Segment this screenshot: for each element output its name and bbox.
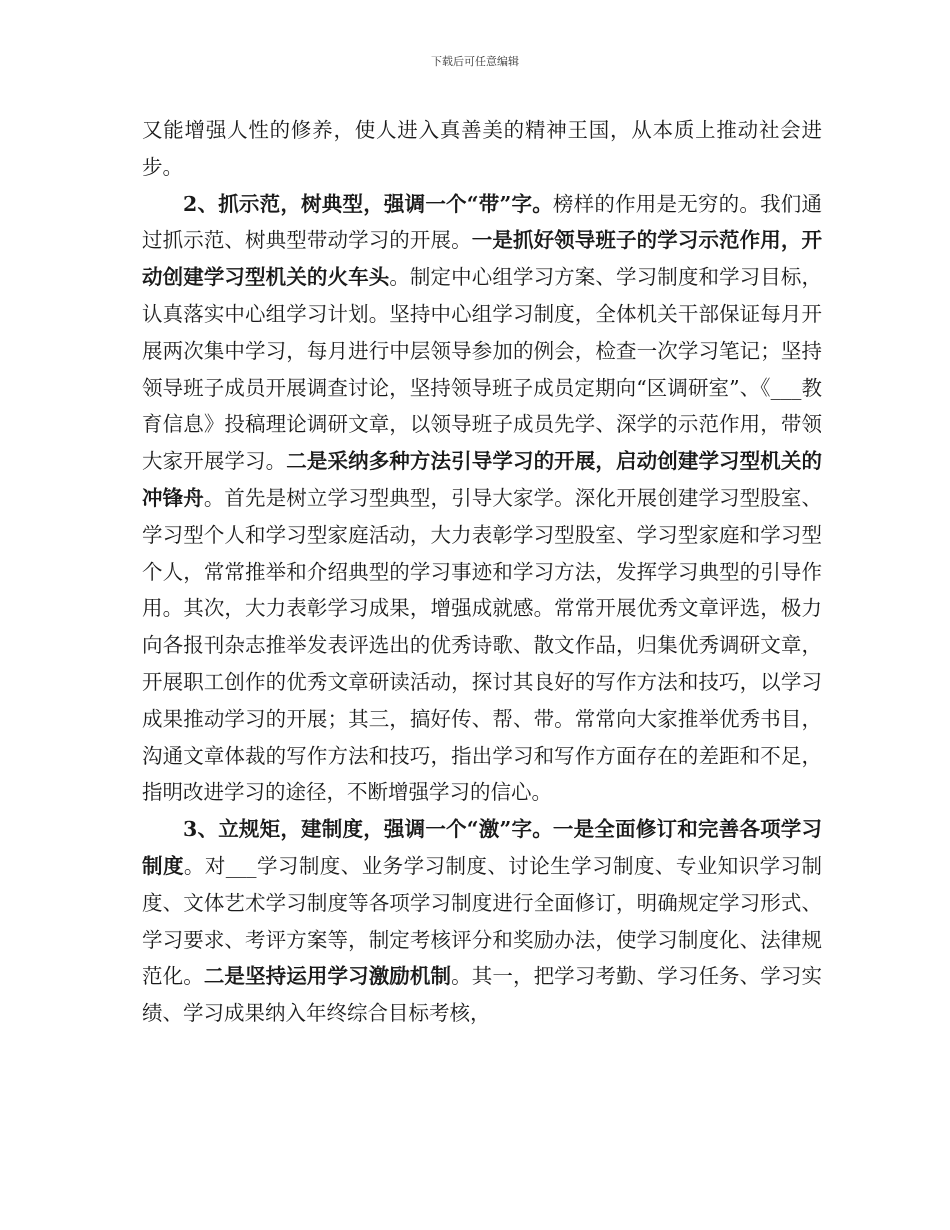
- bold-text-run: 一是全面修订和完善各项学习制度: [142, 817, 822, 878]
- bold-text-run: 二是坚持运用学习激励机制: [203, 964, 452, 989]
- text-run: 又能增强人性的修养，使人进入真善美的精神王国，从本质上推动社会进步。: [142, 118, 822, 179]
- paragraph-continuation: [142, 112, 822, 186]
- paragraph-section-2: [142, 186, 822, 812]
- text-run: 。首先是树立学习型典型，引导大家学。深化开展创建学习型股室、学习型个人和学习型家庭活动，大力表彰学习型股室、学习型家庭和学习型个人，常常推举和介绍典型的学习事迹和学习方法，发挥学习典型的引导作用。其次，大力表彰学习成果，增强成就感。常常开展优秀文章评选，极力向各报刊杂志推举发表评选出的优秀诗歌、散文作品，归集优秀调研文章，开展职工创作的优秀文章研读活动，探讨其良好的写作方法和技巧，以学习成果推动学习的开展；其三，搞好传、帮、带。常常向大家推举优秀书目，沟通文章体裁的写作方法和技巧，指出学习和写作方面存在的差距和不足，指明改进学习的途径，不断增强学习的信心。: [142, 485, 822, 805]
- document-body: [142, 112, 822, 1032]
- bold-text-run: 二是采纳多种方法引导学习的开展，启动创建学习型机关的冲锋舟: [142, 449, 822, 510]
- text-run: 。对___学习制度、业务学习制度、讨论生学习制度、专业知识学习制度、文体艺术学习制度等各项学习制度进行全面修订，明确规定学习形式、学习要求、考评方案等，制定考核评分和奖励办法，使学习制度化、法律规范化。: [142, 853, 823, 989]
- paragraph-section-3: [142, 811, 822, 1032]
- section-heading: 2、抓示范，树典型，强调一个“带”字。: [183, 191, 553, 216]
- section-heading: 3、立规矩，建制度，强调一个“激”字。: [183, 817, 553, 842]
- bold-text-run: 一是抓好领导班子的学习示范作用，开动创建学习型机关的火车头: [142, 228, 822, 290]
- text-run: 。制定中心组学习方案、学习制度和学习目标，认真落实中心组学习计划。坚持中心组学习制度，全体机关干部保证每月开展两次集中学习，每月进行中层领导参加的例会，检查一次学习笔记；坚持领导班子成员开展调查讨论，坚持领导班子成员定期向“区调研室”、《___教育信息》投稿理论调研文章，以领导班子成员先学、深学的示范作用，带领大家开展学习。: [142, 265, 822, 474]
- page-header: 下载后可任意编辑: [431, 55, 519, 68]
- text-run: 。其一，把学习考勤、学习任务、学习实绩、学习成果纳入年终综合目标考核，: [142, 964, 822, 1026]
- text-run: 榜样的作用是无穷的。我们通过抓示范、树典型带动学习的开展。: [142, 191, 822, 253]
